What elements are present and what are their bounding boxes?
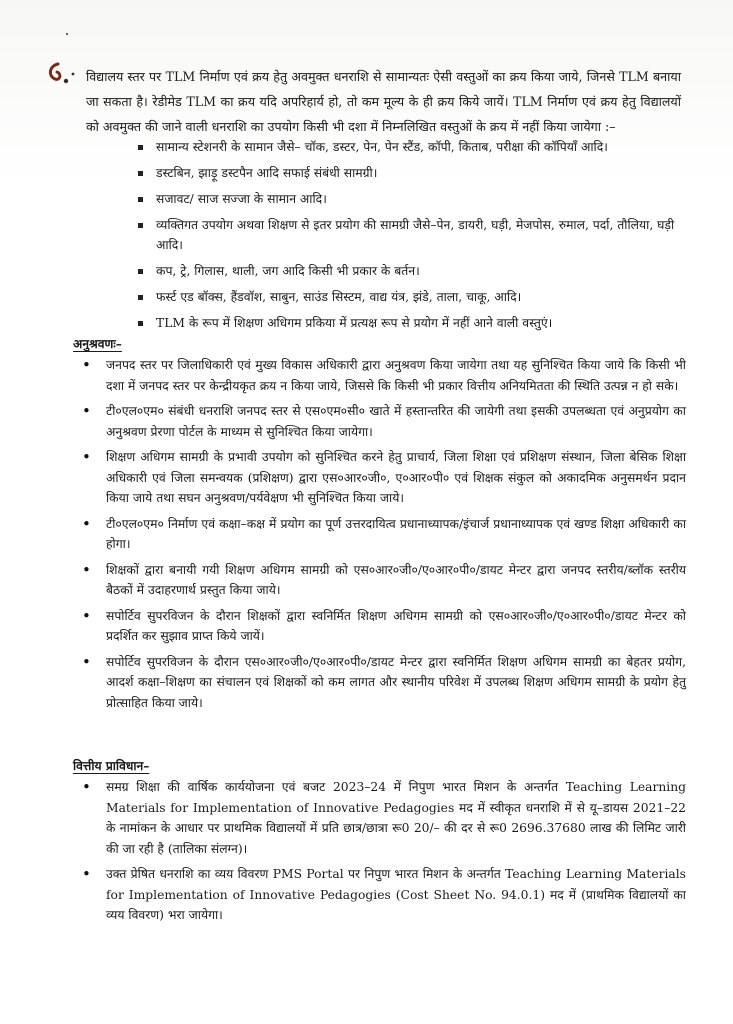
list-item: • सपोर्टिव सुपरविजन के दौरान एस०आर०जी०/ए०आर०पी०/डायट मेन्टर द्वारा स्वनिर्मित शिक्षण अधिगम सामग्री का बेहतर प्रयोग, आदर्श कक्षा–शिक्षण का संचालन एवं शिक्षकों को कम लागत और स्थानीय परिवेश में उपलब्ध शिक्षण अधिगम सामग्री के प्रयोग हेतु प्रोत्साहित किया जाये।	[82, 652, 686, 714]
financial-heading: वित्तीय प्राविधान–	[73, 759, 150, 773]
list-item: • जनपद स्तर पर जिलाधिकारी एवं मुख्य विकास अधिकारी द्वारा अनुश्रवण किया जायेगा तथा यह सुनिश्चित किया जाये कि किसी भी दशा में जनपद स्तर पर केन्द्रीयकृत क्रय न किया जाये, जिससे कि किसी भी प्रकार वित्तीय अनियमितता की स्थिति उत्पन्न न हो सके।	[82, 355, 686, 396]
list-item: सामान्य स्टेशनरी के सामान जैसे– चॉक, डस्टर, पेन, पेन स्टैंड, कॉपी, किताब, परीक्षा की कॉपियाँ आदि।	[134, 137, 689, 157]
list-item: • समग्र शिक्षा की वार्षिक कार्ययोजना एवं बजट 2023–24 में निपुण भारत मिशन के अन्तर्गत Teaching Learning Materials for Implementation of Innovative Pedagogies मद में स्वीकृत धनराशि में से यू–डायस 2021–22 के नामांकन के आधार पर प्राथमिक विद्यालयों में प्रति छात्र/छात्रा रू0 20/– की दर से रू0 2696.37680 लाख की लिमिट जारी की जा रही है (तालिका संलग्न)।	[82, 777, 686, 859]
list-item: • शिक्षण अधिगम सामग्री के प्रभावी उपयोग को सुनिश्चित करने हेतु प्राचार्य, जिला शिक्षा एवं प्रशिक्षण संस्थान, जिला बेसिक शिक्षा अधिकारी एवं जिला समन्वयक (प्रशिक्षण) द्वारा एस०आर०जी०, ए०आर०पी० एवं शिक्षक संकुल को अकादमिक अनुसमर्थन प्रदान किया जाये तथा सघन अनुश्रवण/पर्यवेक्षण भी सुनिश्चित किया जाये।	[82, 447, 686, 509]
list-item: फर्स्ट एड बॉक्स, हैंडवॉश, साबुन, साउंड सिस्टम, वाद्य यंत्र, झंडे, ताला, चाकू, आदि।	[134, 287, 689, 307]
prohibited-items-list	[134, 137, 689, 339]
monitoring-list	[82, 355, 686, 718]
list-item: सजावट/ साज सज्जा के सामान आदि।	[134, 189, 689, 209]
list-item: • उक्त प्रेषित धनराशि का व्यय विवरण PMS Portal पर निपुण भारत मिशन के अन्तर्गत Teaching Learning Materials for Implementation of Innovative Pedagogies (Cost Sheet No. 94.0.1) मद में (प्राथमिक विद्यालयों का व्यय विवरण) भरा जायेगा।	[82, 864, 686, 926]
list-item: • सपोर्टिव सुपरविजन के दौरान शिक्षकों द्वारा स्वनिर्मित शिक्षण अधिगम सामग्री को एस०आर०जी०/ए०आर०पी०/डायट मेन्टर को प्रदर्शित कर सुझाव प्राप्त किये जायें।	[82, 606, 686, 647]
financial-list	[82, 777, 686, 931]
list-item: TLM के रूप में शिक्षण अधिगम प्रकिया में प्रत्यक्ष रूप से प्रयोग में नहीं आने वाली वस्तुएं।	[134, 313, 689, 333]
speck	[66, 33, 68, 35]
list-item: कप, ट्रे, गिलास, थाली, जग आदि किसी भी प्रकार के बर्तन।	[134, 261, 689, 281]
list-item: • टी०एल०एम० संबंधी धनराशि जनपद स्तर से एस०एम०सी० खाते में हस्तान्तरित की जायेगी तथा इसकी उपलब्धता एवं अनुप्रयोग का अनुश्रवण प्रेरणा पोर्टल के माध्यम से सुनिश्चित किया जायेगा।	[82, 401, 686, 442]
intro-paragraph: विद्यालय स्तर पर TLM निर्माण एवं क्रय हेतु अवमुक्त धनराशि से सामान्यतः ऐसी वस्तुओं का क्रय किया जाये, जिनसे TLM बनाया जा सकता है। रेडीमेड TLM का क्रय यदि अपरिहार्य हो, तो कम मूल्य के ही क्रय किये जायें। TLM निर्माण एवं क्रय हेतु विद्यालयों को अवमुक्त की जाने वाली धनराशि का उपयोग किसी भी दशा में निम्नलिखित वस्तुओं के क्रय में नहीं किया जायेगा :–	[86, 69, 681, 134]
list-item: व्यक्तिगत उपयोग अथवा शिक्षण से इतर प्रयोग की सामग्री जैसे–पेन, डायरी, घड़ी, मेजपोस, रुमाल, पर्दा, तौलिया, घड़ी आदि।	[134, 215, 689, 255]
list-item: • शिक्षकों द्वारा बनायी गयी शिक्षण अधिगम सामग्री को एस०आर०जी०/ए०आर०पी०/डायट मेन्टर द्वारा जनपद स्तरीय/ब्लॉक स्तरीय बैठकों में उदाहरणार्थ प्रस्तुत किया जाये।	[82, 560, 686, 601]
monitoring-heading: अनुश्रवणः–	[73, 337, 122, 351]
list-item: डस्टबिन, झाड़ू डस्टपैन आदि सफाई संबंधी सामग्री।	[134, 163, 689, 183]
list-item: • टी०एल०एम० निर्माण एवं कक्षा–कक्ष में प्रयोग का पूर्ण उत्तरदायित्व प्रधानाध्यापक/इंचार्ज प्रधानाध्यापक एवं खण्ड शिक्षा अधिकारी का होगा।	[82, 514, 686, 555]
handwritten-mark-icon	[44, 60, 80, 86]
